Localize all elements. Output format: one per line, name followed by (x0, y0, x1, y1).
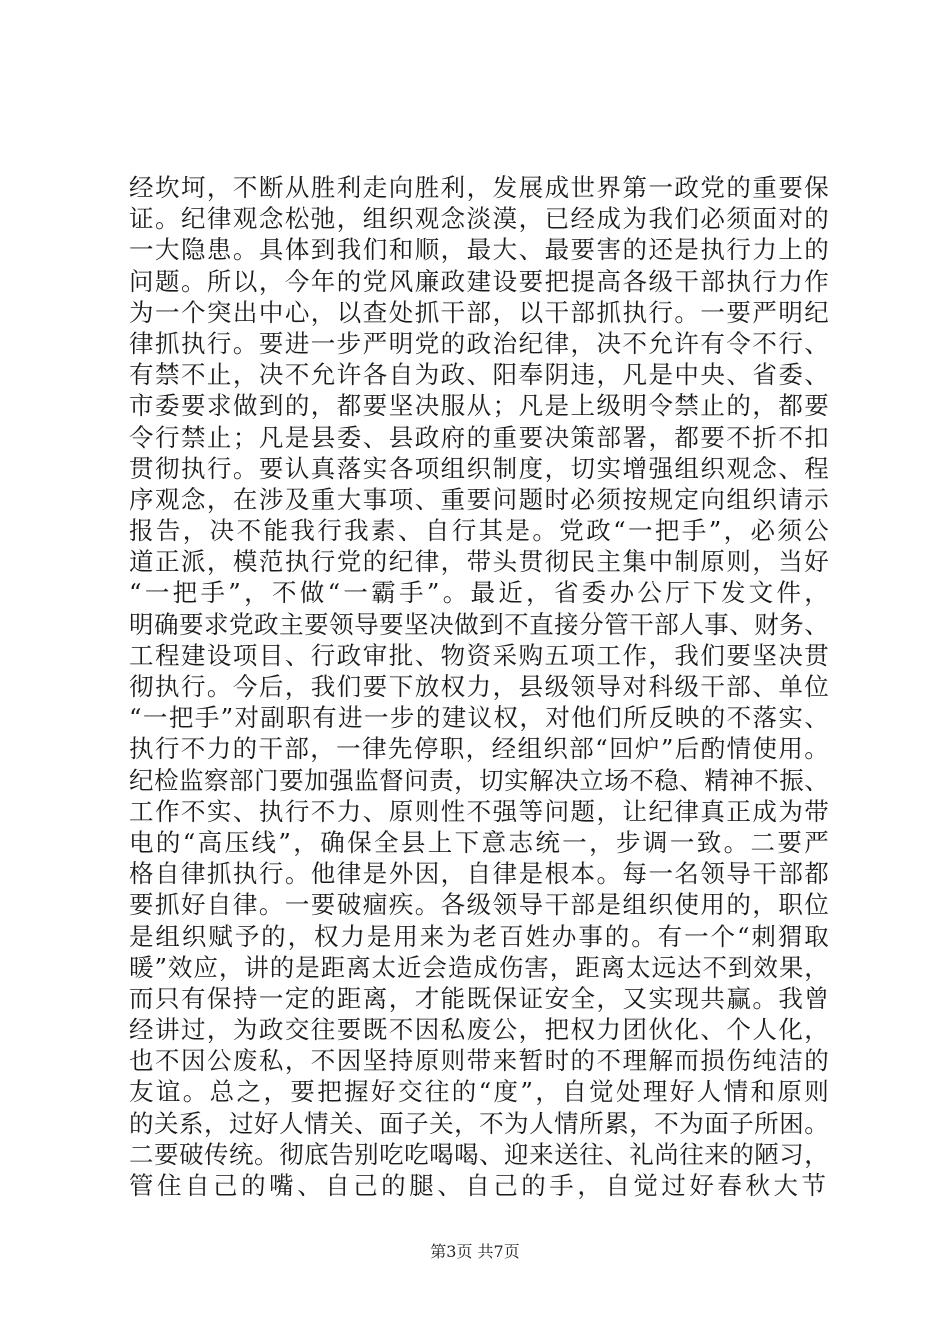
text-line: 暖”效应，讲的是距离太近会造成伤害，距离太远达不到效果， (129, 952, 829, 982)
text-line: 工作不实、执行不力、原则性不强等问题，让纪律真正成为带 (129, 796, 829, 826)
text-line: 序观念，在涉及重大事项、重要问题时必须按规定向组织请示 (129, 484, 829, 514)
text-line: 的关系，过好人情关、面子关，不为人情所累，不为面子所困。 (129, 1108, 829, 1138)
text-line: 为一个突出中心，以查处抓干部，以干部抓执行。一要严明纪 (129, 297, 829, 327)
text-line: 市委要求做到的，都要坚决服从；凡是上级明令禁止的，都要 (129, 391, 829, 421)
text-line: 管住自己的嘴、自己的腿、自己的手，自觉过好春秋大节 (129, 1171, 829, 1200)
text-line: 要抓好自律。一要破痼疾。各级领导干部是组织使用的，职位 (129, 890, 829, 920)
text-line: 有禁不止，决不允许各自为政、阳奉阴违，凡是中央、省委、 (129, 360, 829, 390)
text-line: 执行不力的干部，一律先停职，经组织部“回炉”后酌情使用。 (129, 734, 829, 764)
text-line: 二要破传统。彻底告别吃吃喝喝、迎来送往、礼尚往来的陋习， (129, 1139, 829, 1169)
text-line: 友谊。总之，要把握好交往的“度”，自觉处理好人情和原则 (129, 1077, 829, 1107)
text-line: 纪检监察部门要加强监督问责，切实解决立场不稳、精神不振、 (129, 765, 829, 795)
text-line: 电的“高压线”，确保全县上下意志统一，步调一致。二要严 (129, 827, 829, 857)
text-line: 明确要求党政主要领导要坚决做到不直接分管干部人事、财务、 (129, 609, 829, 639)
text-line: 问题。所以，今年的党风廉政建设要把提高各级干部执行力作 (129, 266, 829, 296)
text-line: 一大隐患。具体到我们和顺，最大、最要害的还是执行力上的 (129, 235, 829, 265)
text-line: 彻执行。今后，我们要下放权力，县级领导对科级干部、单位 (129, 672, 829, 701)
text-line: 报告，决不能我行我素、自行其是。党政“一把手”，必须公 (129, 516, 829, 546)
text-line: 令行禁止；凡是县委、县政府的重要决策部署，都要不折不扣 (129, 422, 829, 452)
text-line: 是组织赋予的，权力是用来为老百姓办事的。有一个“刺猬取 (129, 921, 829, 951)
text-line: 也不因公废私，不因坚持原则带来暂时的不理解而损伤纯洁的 (129, 1046, 829, 1076)
text-line: 而只有保持一定的距离，才能既保证安全，又实现共赢。我曾 (129, 983, 829, 1013)
text-line: “一把手”，不做“一霸手”。最近，省委办公厅下发文件， (129, 578, 829, 608)
text-line: 道正派，模范执行党的纪律，带头贯彻民主集中制原则，当好 (129, 547, 829, 577)
body-text (129, 172, 829, 1201)
page-footer: 第3页 共7页 (430, 1242, 520, 1261)
text-line: 经坎坷，不断从胜利走向胜利，发展成世界第一政党的重要保 (129, 173, 829, 202)
text-line: 经讲过，为政交往要既不因私废公，把权力团伙化、个人化， (129, 1015, 829, 1045)
text-line: 证。纪律观念松弛，组织观念淡漠，已经成为我们必须面对的 (129, 204, 829, 234)
text-line: 律抓执行。要进一步严明党的政治纪律，决不允许有令不行、 (129, 328, 829, 358)
text-line: 贯彻执行。要认真落实各项组织制度，切实增强组织观念、程 (129, 453, 829, 483)
text-line: “一把手”对副职有进一步的建议权，对他们所反映的不落实、 (129, 703, 829, 733)
text-line: 工程建设项目、行政审批、物资采购五项工作，我们要坚决贯 (129, 640, 829, 670)
text-line: 格自律抓执行。他律是外因，自律是根本。每一名领导干部都 (129, 859, 829, 889)
